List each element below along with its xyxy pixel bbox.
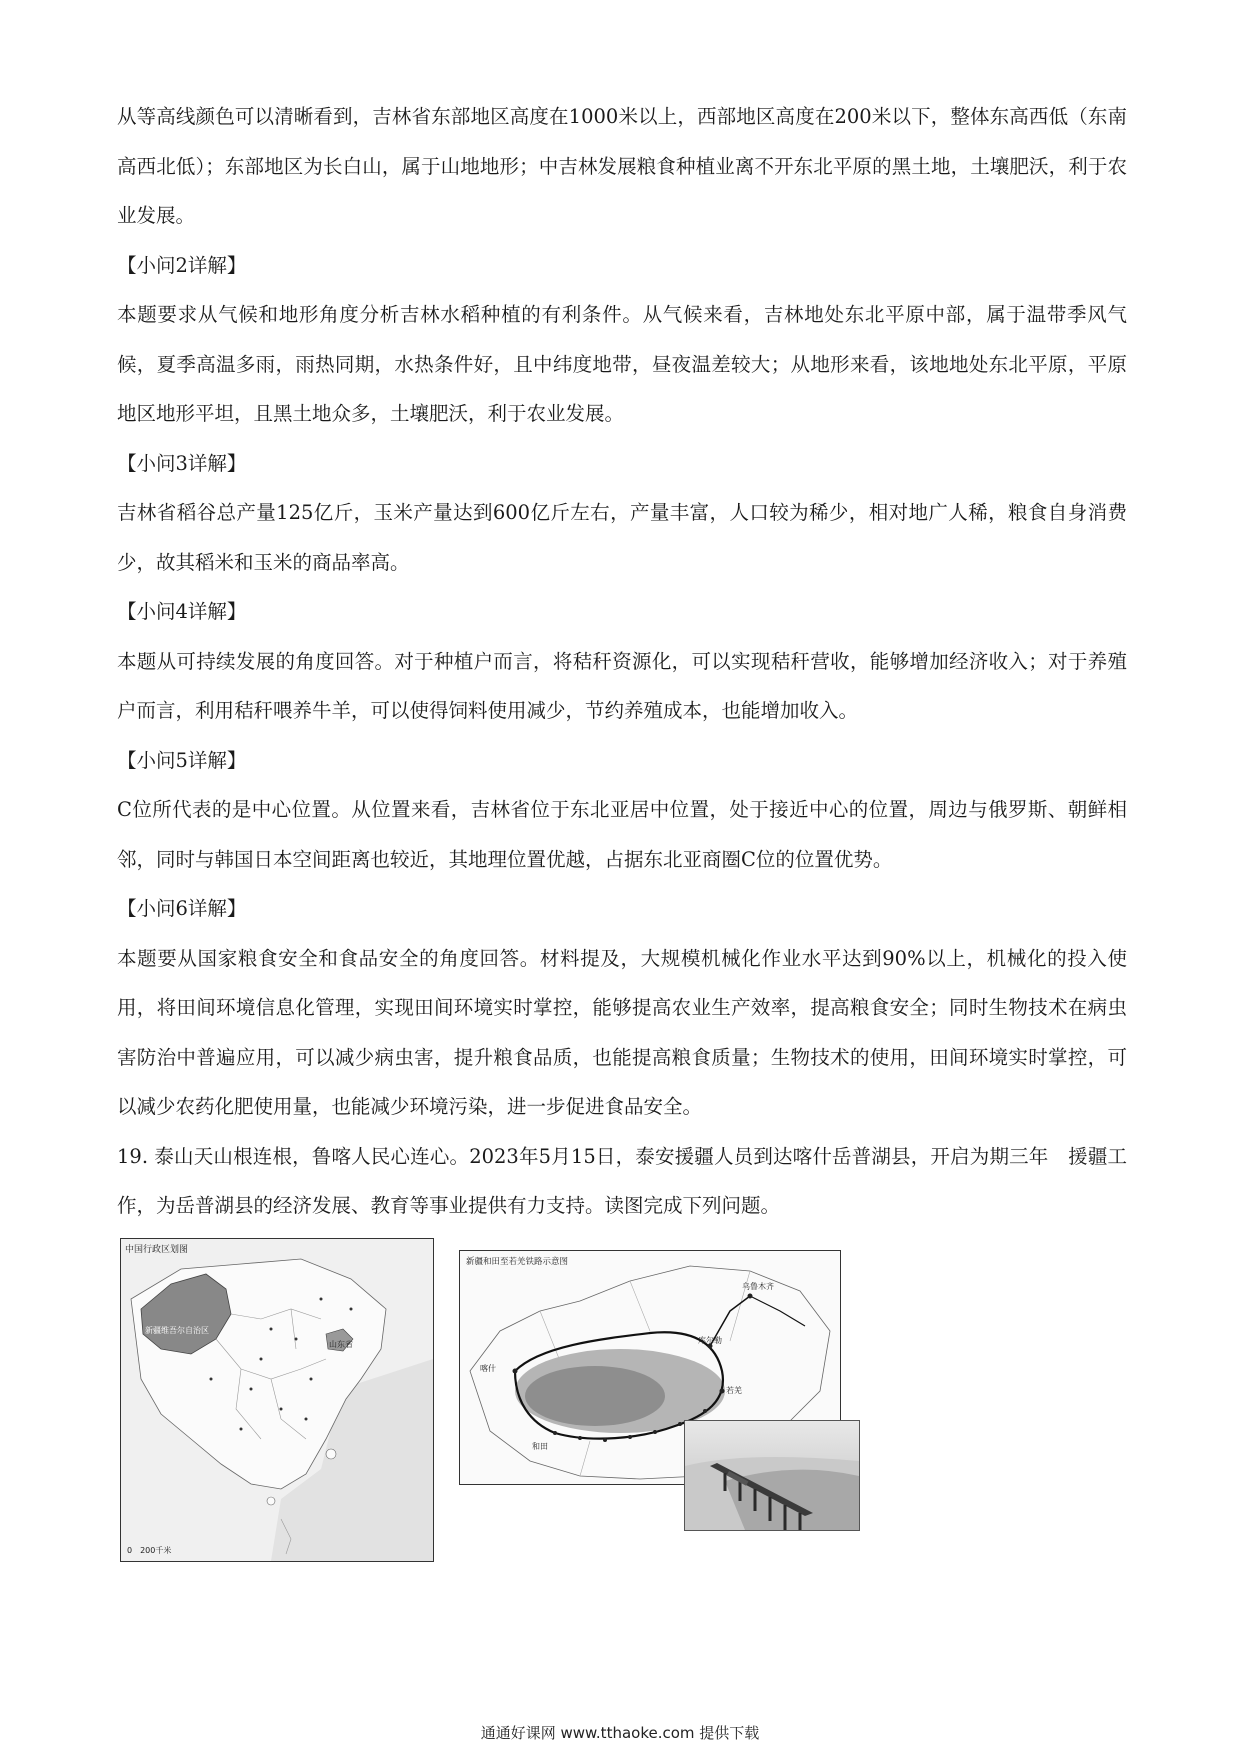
paragraph-q2: 本题要求从气候和地形角度分析吉林水稻种植的有利条件。从气候来看，吉林地处东北平原中部，属于温带季风气候，夏季高温多雨，雨热同期，水热条件好，且中纬度地带，昼夜温差较大；从地形来看，该地地处东北平原，平原地区地形平坦，且黑土地众多，土壤肥沃，利于农业发展。 [117,303,1127,425]
question-19: 19. 泰山天山根连根，鲁喀人民心连心。2023年5月15日，泰安援疆人员到达喀什岳普湖县，开启为期三年 援疆工作，为岳普湖县的经济发展、教育等事业提供有力支持。读图完成下列问题。 [117,1144,1127,1217]
bridge-photo-drawing [685,1421,859,1530]
xinjiang-label: 新疆维吾尔自治区 [145,1326,209,1335]
heading-q6: 【小问6详解】 [117,897,247,920]
kashgar-label: 喀什 [480,1364,496,1373]
page-footer: 通通好课网 www.tthaoke.com 提供下载 [480,1724,760,1742]
paragraph-q3: 吉林省稻谷总产量125亿斤，玉米产量达到600亿斤左右，产量丰富，人口较为稀少，相对地广人稀，粮食自身消费少，故其稻米和玉米的商品率高。 [117,501,1127,574]
heading-q3: 【小问3详解】 [117,451,247,475]
scale-bar: 0 200千米 [127,1546,172,1555]
heading-q5: 【小问5详解】 [117,748,247,772]
heading-q2: 【小问2详解】 [117,253,247,277]
railway-bridge-photo [684,1420,860,1531]
china-map-drawing [121,1239,433,1561]
paragraph-q5: C位所代表的是中心位置。从位置来看，吉林省位于东北亚居中位置，处于接近中心的位置，周边与俄罗斯、朝鲜相邻，同时与韩国日本空间距离也较近，其地理位置优越，占据东北亚商圈C位的位置优势。 [117,798,1127,871]
right-map-title: 新疆和田至若羌铁路示意图 [466,1257,569,1267]
left-map-title: 中国行政区划图 [125,1245,189,1255]
ruoqiang-label: 若羌 [726,1386,742,1395]
urumqi-label: 乌鲁木齐 [742,1282,774,1291]
paragraph-q6: 本题要从国家粮食安全和食品安全的角度回答。材料提及，大规模机械化作业水平达到90%以上，机械化的投入使用，将田间环境信息化管理，实现田间环境实时掌控，能够提高农业生产效率，提高粮食安全；同时生物技术在病虫害防治中普遍应用，可以减少病虫害，提升粮食品质，也能提高粮食质量；生物技术的使用，田间环境实时掌控，可以减少农药化肥使用量，也能减少环境污染，进一步促进食品安全。 [117,946,1127,1118]
korla-label: 库尔勒 [698,1336,722,1345]
answer-text [117,92,1127,1231]
paragraph-q4: 本题从可持续发展的角度回答。对于种植户而言，将秸秆资源化，可以实现秸秆营收，能够增加经济收入；对于养殖户而言，利用秸秆喂养牛羊，可以使得饲料使用减少，节约养殖成本，也能增加收入。 [117,649,1127,722]
china-map-figure [120,1238,434,1562]
paragraph-1: 从等高线颜色可以清晰看到，吉林省东部地区高度在1000米以上，西部地区高度在200米以下，整体东高西低（东南高西北低）；东部地区为长白山，属于山地地形；中吉林发展粮食种植业离不开东北平原的黑土地，土壤肥沃，利于农业发展。 [117,105,1127,227]
heading-q4: 【小问4详解】 [117,600,247,623]
shandong-label: 山东省 [329,1340,353,1349]
hotan-label: 和田 [532,1442,548,1451]
